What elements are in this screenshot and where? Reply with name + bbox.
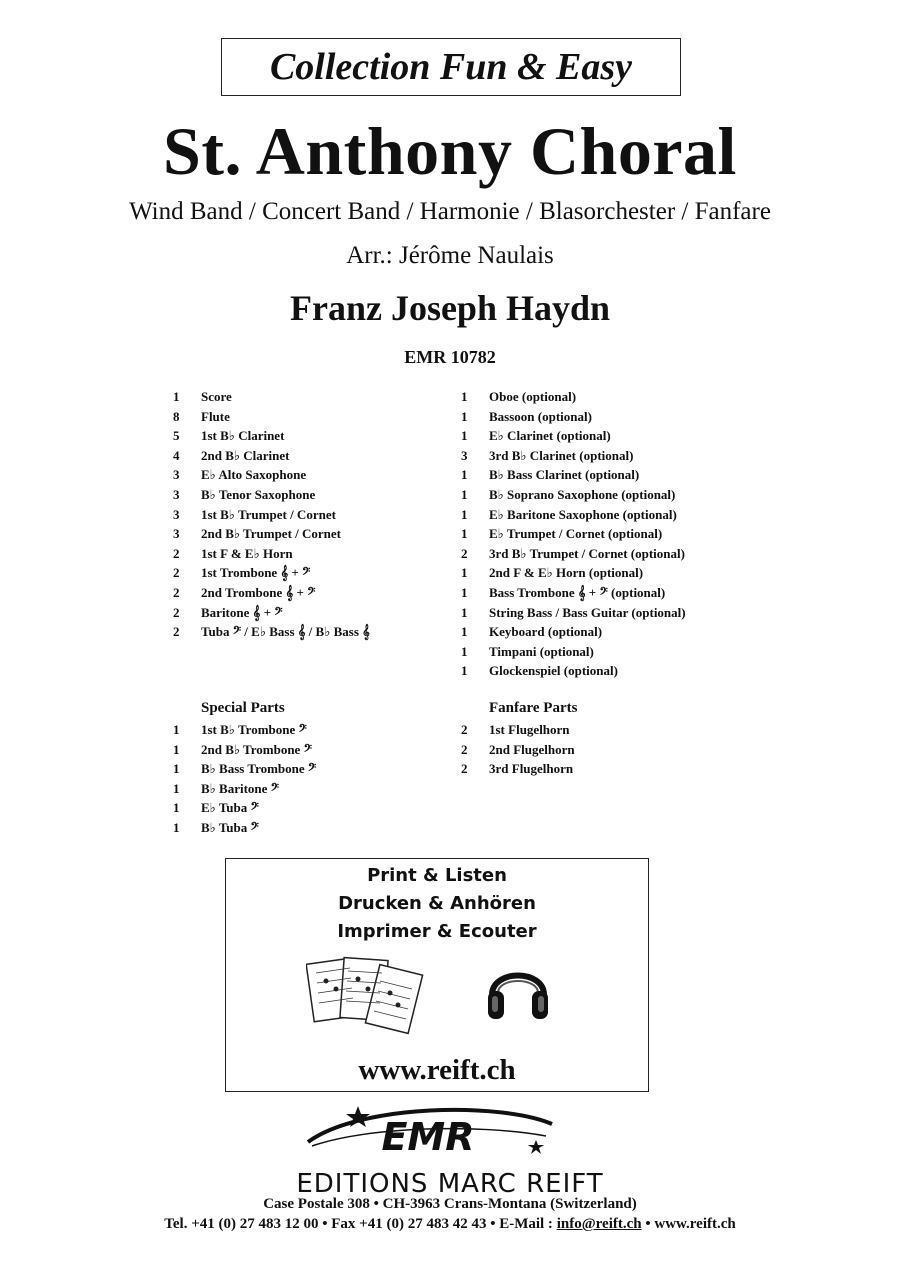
email-link[interactable]: info@reift.ch: [556, 1216, 642, 1232]
list-item: 1 E♭ Baritone Saxophone (optional): [461, 506, 677, 522]
series-title-box: [221, 38, 681, 96]
website-footer: • www.reift.ch: [641, 1216, 736, 1232]
list-item: 1 Score: [173, 389, 232, 404]
list-item: 2 Baritone 𝄞 + 𝄢: [173, 604, 283, 620]
composer: Franz Joseph Haydn: [289, 288, 611, 328]
parts-list-right: [461, 387, 686, 681]
list-item: 1 2nd F & E♭ Horn (optional): [461, 565, 644, 581]
list-item: 4 2nd B♭ Clarinet: [173, 447, 290, 463]
fanfare-parts-list: [461, 720, 575, 779]
list-item: 1 B♭ Bass Trombone 𝄢: [173, 761, 317, 777]
print-listen-box: [225, 858, 649, 1092]
list-item: 2 1st Trombone 𝄞 + 𝄢: [173, 565, 311, 581]
headphones-icon: [484, 955, 552, 1025]
subtitle: Wind Band / Concert Band / Harmonie / Blasorchester / Fanfare: [129, 198, 771, 225]
contact-line: [0, 1216, 900, 1233]
list-item: 2 2nd Flugelhorn: [461, 741, 575, 757]
list-item: 3 3rd B♭ Clarinet (optional): [461, 447, 634, 463]
list-item: 2 1st F & E♭ Horn: [173, 545, 293, 561]
list-item: 1 Keyboard (optional): [461, 624, 603, 640]
list-item: 1 E♭ Trumpet / Cornet (optional): [461, 526, 663, 542]
website-link[interactable]: www.reift.ch: [358, 1054, 516, 1086]
list-item: 8 Flute: [173, 408, 230, 424]
list-item: 5 1st B♭ Clarinet: [173, 428, 285, 444]
special-parts-heading: Special Parts: [201, 700, 285, 716]
promo-line-english: Print & Listen: [367, 865, 507, 886]
list-item: 1 Timpani (optional): [461, 643, 594, 659]
emr-logo: [300, 1100, 560, 1166]
phone-fax: Tel. +41 (0) 27 483 12 00 • Fax +41 (0) 27 483 42 43 • E-Mail :: [164, 1216, 557, 1232]
list-item: 1 1st B♭ Trombone 𝄢: [173, 722, 307, 737]
list-item: 1 B♭ Baritone 𝄢: [173, 780, 280, 796]
page-title: St. Anthony Choral: [163, 113, 737, 189]
series-title: Collection Fun & Easy: [269, 46, 633, 88]
arranger: Arr.: Jérôme Naulais: [346, 242, 554, 269]
special-parts-list: [173, 720, 316, 838]
brand-name: EDITIONS MARC REIFT: [296, 1169, 604, 1199]
list-item: 1 2nd B♭ Trombone 𝄢: [173, 741, 312, 757]
promo-line-german: Drucken & Anhören: [338, 893, 536, 914]
list-item: 1 B♭ Bass Clarinet (optional): [461, 467, 640, 483]
list-item: 3 2nd B♭ Trumpet / Cornet: [173, 526, 341, 542]
list-item: 2 3rd B♭ Trumpet / Cornet (optional): [461, 545, 685, 561]
sheet-music-icon: [306, 953, 426, 1048]
list-item: 1 Glockenspiel (optional): [461, 663, 618, 679]
list-item: 2 1st Flugelhorn: [461, 722, 570, 737]
logo-text: EMR: [381, 1115, 475, 1159]
fanfare-parts-heading: Fanfare Parts: [489, 700, 578, 716]
list-item: 1 Oboe (optional): [461, 389, 577, 404]
list-item: 3 E♭ Alto Saxophone: [173, 467, 307, 483]
list-item: 2 3rd Flugelhorn: [461, 761, 574, 777]
list-item: 2 Tuba 𝄢 / E♭ Bass 𝄞 / B♭ Bass 𝄞: [173, 624, 370, 640]
list-item: 1 B♭ Soprano Saxophone (optional): [461, 486, 676, 502]
list-item: 1 E♭ Clarinet (optional): [461, 428, 611, 444]
list-item: 3 B♭ Tenor Saxophone: [173, 486, 316, 502]
list-item: 1 String Bass / Bass Guitar (optional): [461, 604, 686, 620]
list-item: 2 2nd Trombone 𝄞 + 𝄢: [173, 584, 316, 600]
promo-line-french: Imprimer & Ecouter: [337, 921, 537, 942]
parts-list-left: [173, 387, 370, 642]
postal-address: Case Postale 308 • CH-3963 Crans-Montana (Switzerland): [263, 1196, 637, 1212]
list-item: 1 Bass Trombone 𝄞 + 𝄢 (optional): [461, 584, 666, 600]
list-item: 1 E♭ Tuba 𝄢: [173, 800, 259, 816]
list-item: 1 Bassoon (optional): [461, 408, 592, 424]
catalog-number: EMR 10782: [404, 347, 496, 367]
list-item: 3 1st B♭ Trumpet / Cornet: [173, 506, 336, 522]
list-item: 1 B♭ Tuba 𝄢: [173, 819, 259, 835]
